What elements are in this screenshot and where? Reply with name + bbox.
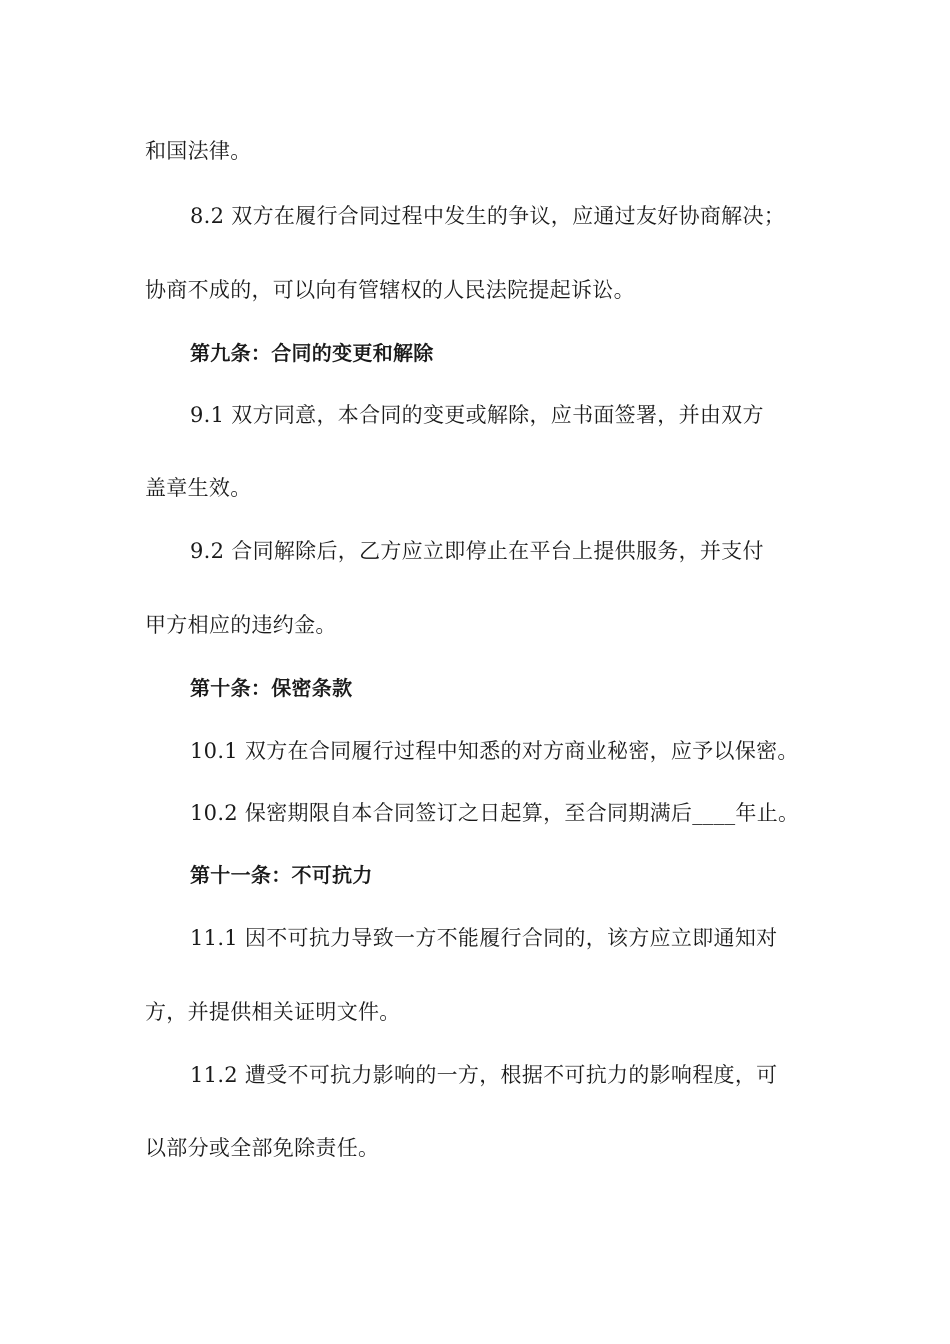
clause-9-2: 9.2 合同解除后，乙方应立即停止在平台上提供服务，并支付 (190, 539, 764, 563)
text-line: 以部分或全部免除责任。 (145, 1136, 380, 1160)
clause-10-2: 10.2 保密期限自本合同签订之日起算，至合同期满后____年止。 (190, 801, 800, 825)
clause-11-1: 11.1 因不可抗力导致一方不能履行合同的，该方应立即通知对 (190, 926, 778, 950)
text-line: 方，并提供相关证明文件。 (145, 1000, 401, 1024)
text-line: 和国法律。 (145, 139, 252, 163)
section-heading-10: 第十条：保密条款 (190, 676, 353, 700)
section-heading-11: 第十一条：不可抗力 (190, 863, 373, 887)
section-heading-9: 第九条：合同的变更和解除 (190, 341, 434, 365)
clause-11-2: 11.2 遭受不可抗力影响的一方，根据不可抗力的影响程度，可 (190, 1063, 778, 1087)
clause-9-1: 9.1 双方同意，本合同的变更或解除，应书面签署，并由双方 (190, 403, 764, 427)
clause-10-1: 10.1 双方在合同履行过程中知悉的对方商业秘密，应予以保密。 (190, 739, 799, 763)
text-line: 协商不成的，可以向有管辖权的人民法院提起诉讼。 (145, 278, 635, 302)
text-line: 甲方相应的违约金。 (145, 613, 337, 637)
text-line: 盖章生效。 (145, 476, 252, 500)
clause-8-2: 8.2 双方在履行合同过程中发生的争议，应通过友好协商解决； (190, 204, 786, 228)
